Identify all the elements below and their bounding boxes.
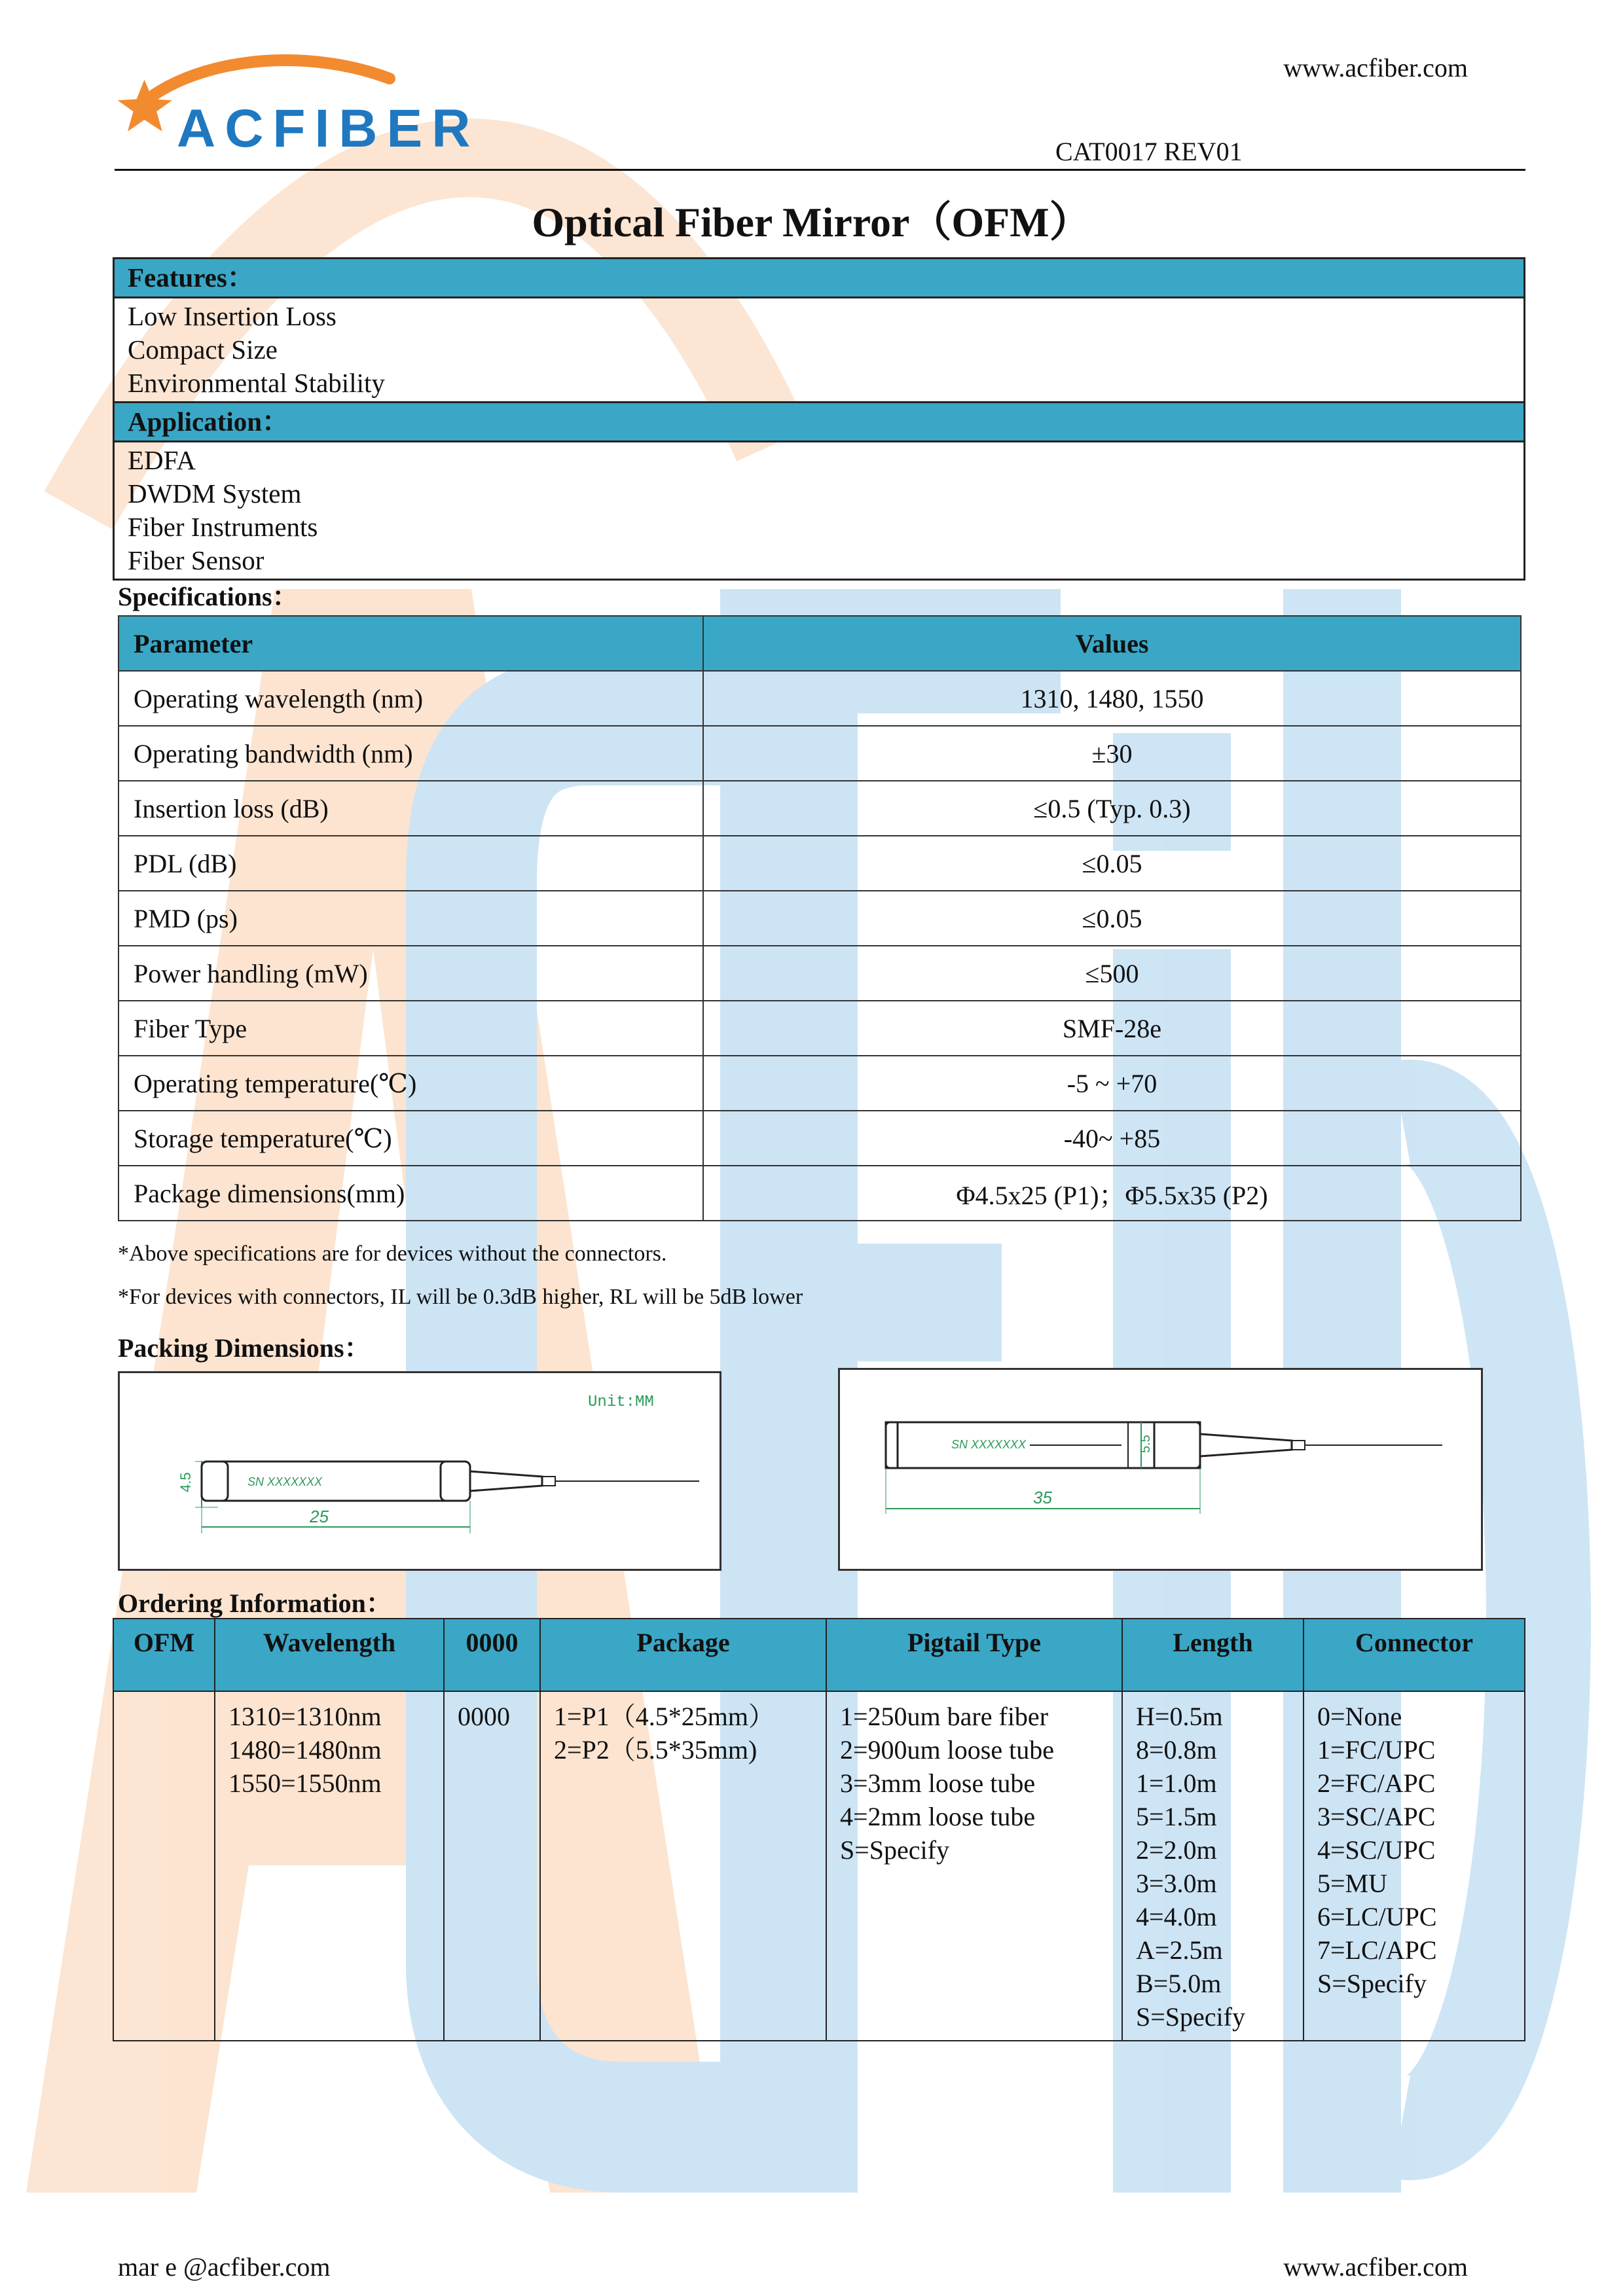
option-item: 3=SC/APC [1317,1802,1436,1831]
option-item: A=2.5m [1136,1935,1223,1965]
ordering-information-heading: Ordering Information： [118,1588,392,1618]
table-row [119,891,1521,946]
parameter-cell: Package dimensions(mm) [119,1166,703,1221]
column-header-ofm: OFM [113,1619,215,1691]
brand-name: ACFIBER [177,99,480,158]
page-title: Optical Fiber Mirror（OFM） [532,199,1091,245]
column-header-wavelength: Wavelength [215,1619,444,1691]
option-item: 0000 [458,1702,510,1731]
option-item: 1550=1550nm [228,1768,382,1798]
value-cell: 1310, 1480, 1550 [703,671,1521,726]
table-row [119,1166,1521,1221]
feature-item: Compact Size [128,334,278,365]
option-item: 8=0.8m [1136,1735,1217,1765]
table-row [119,1056,1521,1111]
parameter-cell: Insertion loss (dB) [119,781,703,836]
option-item: 1=250um bare fiber [840,1702,1049,1731]
option-item: 0=None [1317,1702,1402,1731]
option-item: 4=SC/UPC [1317,1835,1436,1865]
option-item: S=Specify [1317,1969,1427,1998]
column-header-pigtail-type: Pigtail Type [826,1619,1122,1691]
length-label: 25 [310,1507,329,1526]
feature-item: Low Insertion Loss [128,301,337,331]
code-cell [444,1691,540,2041]
option-item: S=Specify [1136,2002,1245,2032]
option-item: 3=3.0m [1136,1869,1217,1898]
value-cell: -40~ +85 [703,1111,1521,1166]
spec-note: *Above specifications are for devices without the connectors. [118,1242,667,1266]
application-list [115,442,1523,579]
diameter-label: 5.5 [1139,1435,1153,1453]
option-item: 2=P2（5.5*35mm) [554,1735,757,1765]
option-item: 1=P1（4.5*25mm） [554,1702,775,1731]
pigtail-cell [826,1691,1122,2041]
parameter-cell: Storage temperature(℃) [119,1111,703,1166]
application-item: Fiber Sensor [128,545,264,575]
ofm-cell [113,1691,215,2041]
table-row [113,1691,1525,2041]
value-cell: Φ4.5x25 (P1)；Φ5.5x35 (P2) [703,1166,1521,1221]
table-row [119,946,1521,1001]
option-item: 2=2.0m [1136,1835,1217,1865]
parameter-cell: PDL (dB) [119,836,703,891]
column-header-package: Package [540,1619,826,1691]
serial-label: SN XXXXXXX [247,1475,323,1488]
specifications-table [118,615,1522,1221]
value-cell: SMF-28e [703,1001,1521,1056]
option-item: 7=LC/APC [1317,1935,1437,1965]
features-heading: Features： [115,259,1523,298]
footer-website[interactable]: www.acfiber.com [1283,2252,1468,2282]
length-cell [1122,1691,1304,2041]
parameter-cell: Fiber Type [119,1001,703,1056]
value-cell: ≤0.5 (Typ. 0.3) [703,781,1521,836]
option-item: 1=1.0m [1136,1768,1217,1798]
footer-email[interactable]: mar e @acfiber.com [118,2252,331,2282]
option-item: 4=4.0m [1136,1902,1217,1931]
parameter-cell: Operating wavelength (nm) [119,671,703,726]
length-label: 35 [1033,1488,1052,1507]
application-item: DWDM System [128,478,302,509]
value-cell: ≤0.05 [703,891,1521,946]
packing-dimensions-heading: Packing Dimensions： [118,1333,371,1363]
option-item: 1310=1310nm [228,1702,382,1731]
option-item: 3=3mm loose tube [840,1768,1036,1798]
header-website: www.acfiber.com [1283,53,1468,82]
table-header-row [113,1619,1525,1691]
table-row [119,1001,1521,1056]
parameter-cell: PMD (ps) [119,891,703,946]
package-drawing-p2 [838,1368,1483,1571]
option-item: 5=1.5m [1136,1802,1217,1831]
table-row [119,836,1521,891]
option-item: 6=LC/UPC [1317,1902,1437,1931]
features-list [115,298,1523,401]
table-row [119,781,1521,836]
option-item: 5=MU [1317,1869,1388,1898]
table-row [119,726,1521,781]
application-item: EDFA [128,445,196,475]
value-cell: ≤0.05 [703,836,1521,891]
table-header-row [119,616,1521,671]
column-header-values: Values [703,616,1521,671]
value-cell: ≤500 [703,946,1521,1001]
wavelength-cell [215,1691,444,2041]
value-cell: -5 ~ +70 [703,1056,1521,1111]
package-cell [540,1691,826,2041]
specifications-heading: Specifications： [118,582,299,611]
connector-cell [1304,1691,1525,2041]
parameter-cell: Operating bandwidth (nm) [119,726,703,781]
spec-note: *For devices with connectors, IL will be 0.3dB higher, RL will be 5dB lower [118,1285,803,1309]
table-row [119,1111,1521,1166]
column-header-code: 0000 [444,1619,540,1691]
ordering-table [113,1618,1525,2041]
unit-label: Unit:MM [588,1393,654,1411]
option-item: 4=2mm loose tube [840,1802,1036,1831]
drawing-p2-svg [840,1370,1481,1569]
option-item: 1=FC/UPC [1317,1735,1436,1765]
serial-label: SN XXXXXXX [951,1438,1027,1451]
column-header-parameter: Parameter [119,616,703,671]
option-item: S=Specify [840,1835,949,1865]
column-header-length: Length [1122,1619,1304,1691]
option-item: B=5.0m [1136,1969,1222,1998]
table-row [119,671,1521,726]
option-item: 2=FC/APC [1317,1768,1436,1798]
diameter-label: 4.5 [177,1472,194,1492]
header-divider [115,169,1525,171]
option-item: 1480=1480nm [228,1735,382,1765]
feature-item: Environmental Stability [128,368,385,398]
value-cell: ±30 [703,726,1521,781]
application-heading: Application： [115,401,1523,442]
package-drawing-p1 [118,1371,721,1571]
catalog-number: CAT0017 REV01 [1055,137,1243,166]
parameter-cell: Operating temperature(℃) [119,1056,703,1111]
application-item: Fiber Instruments [128,512,318,542]
option-item: 2=900um loose tube [840,1735,1054,1765]
drawing-p1-svg [120,1373,720,1569]
features-application-box [113,257,1525,581]
column-header-connector: Connector [1304,1619,1525,1691]
parameter-cell: Power handling (mW) [119,946,703,1001]
option-item: H=0.5m [1136,1702,1223,1731]
